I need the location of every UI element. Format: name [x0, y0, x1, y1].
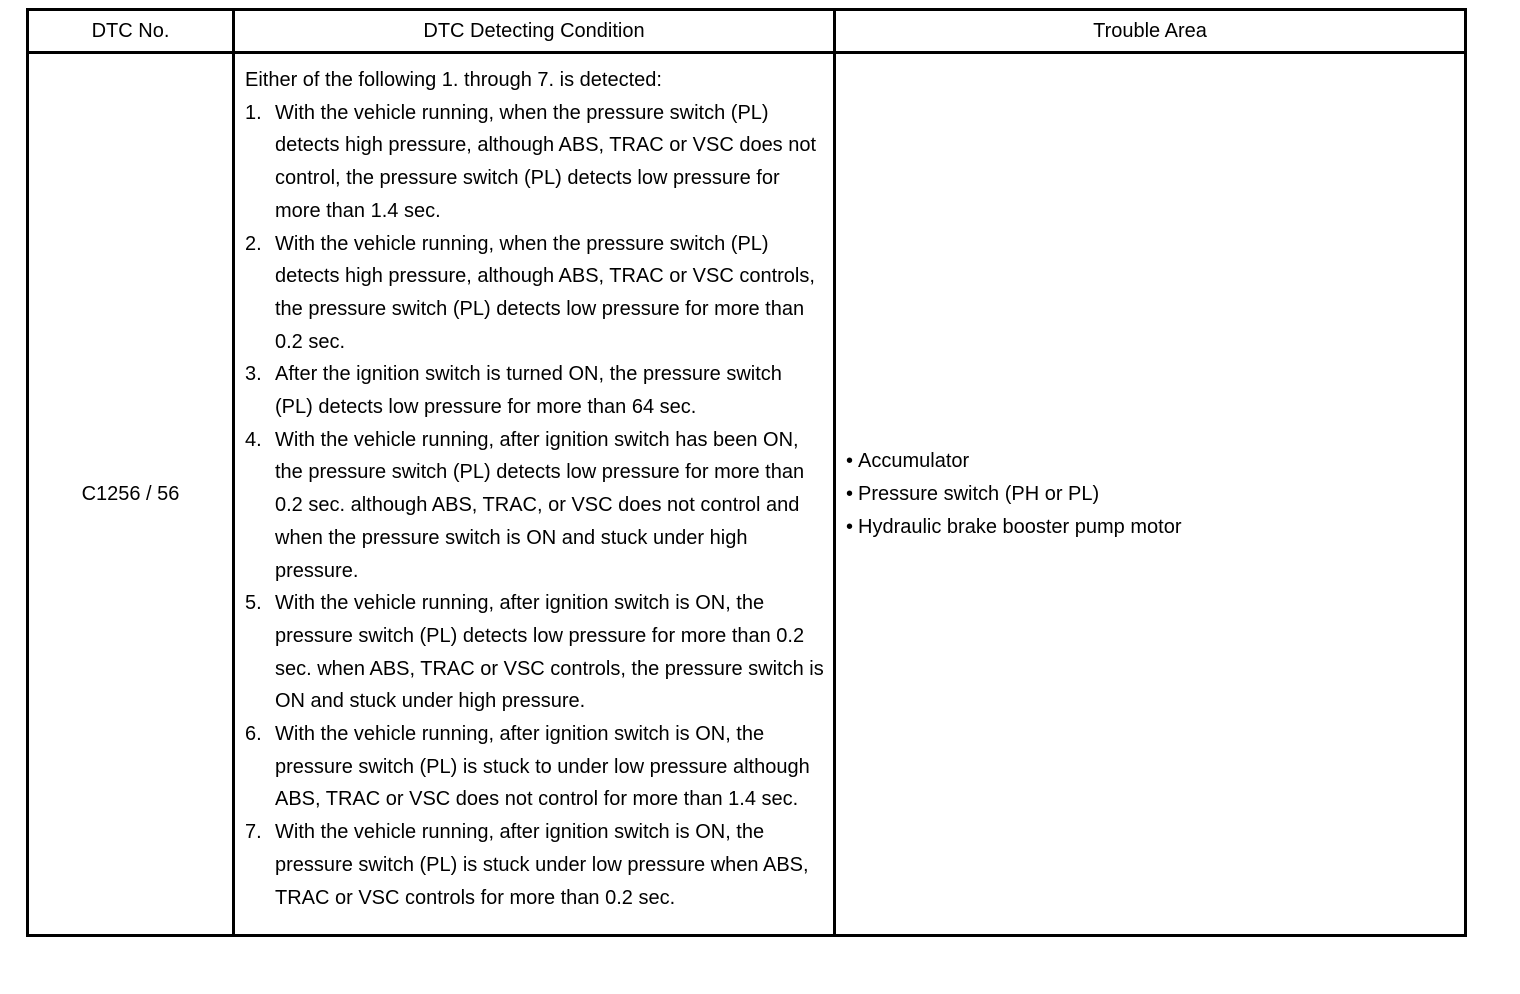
- trouble-area-text: Pressure switch (PH or PL): [858, 482, 1100, 505]
- trouble-area-cell: [835, 53, 1466, 936]
- condition-text: With the vehicle running, after ignition switch has been ON, the pressure switch (PL) detects low pressure for more than 0.2 sec. although ABS, TRAC, or VSC does not control and when the pressure switch is ON and stuck under high pressure.: [275, 428, 805, 582]
- condition-item: [245, 424, 825, 588]
- condition-item: [245, 228, 825, 359]
- condition-list: [245, 97, 825, 915]
- condition-item: [245, 97, 825, 228]
- condition-number: 6.: [245, 723, 262, 746]
- condition-item: [245, 718, 825, 816]
- trouble-area-item: [846, 445, 1464, 478]
- condition-item: [245, 358, 825, 423]
- trouble-area-list: [846, 445, 1464, 544]
- condition-text: With the vehicle running, after ignition switch is ON, the pressure switch (PL) is stuck to under low pressure although ABS, TRAC or VSC does not control for more than 1.4 sec.: [275, 723, 810, 811]
- table-row: [28, 53, 1466, 936]
- condition-item: [245, 816, 825, 914]
- trouble-area-item: [846, 478, 1464, 511]
- header-dtc-no: DTC No.: [28, 10, 234, 53]
- condition-number: 4.: [245, 428, 262, 451]
- bullet-icon: •: [846, 482, 854, 505]
- header-detecting-condition: DTC Detecting Condition: [234, 10, 835, 53]
- condition-text: With the vehicle running, after ignition switch is ON, the pressure switch (PL) detects low pressure for more than 0.2 sec. when ABS, TRAC or VSC controls, the pressure switch is ON and stuck under high pressure.: [275, 592, 824, 713]
- condition-text: With the vehicle running, when the pressure switch (PL) detects high pressure, although ABS, TRAC or VSC does not control, the pressure switch (PL) detects low pressure for more than 1.4 sec.: [275, 101, 817, 222]
- bullet-icon: •: [846, 449, 854, 472]
- condition-number: 7.: [245, 821, 262, 844]
- condition-text: With the vehicle running, when the pressure switch (PL) detects high pressure, although ABS, TRAC or VSC controls, the pressure switch (PL) detects low pressure for more than 0.2 sec.: [275, 232, 815, 353]
- header-row: [28, 10, 1466, 53]
- condition-number: 5.: [245, 592, 262, 615]
- condition-intro: Either of the following 1. through 7. is detected:: [245, 69, 662, 91]
- condition-item: [245, 587, 825, 718]
- condition-number: 3.: [245, 363, 262, 386]
- dtc-table: [26, 8, 1467, 937]
- trouble-area-text: Hydraulic brake booster pump motor: [858, 515, 1182, 538]
- trouble-area-item: [846, 511, 1464, 544]
- condition-text: With the vehicle running, after ignition switch is ON, the pressure switch (PL) is stuck under low pressure when ABS, TRAC or VSC controls for more than 0.2 sec.: [275, 821, 809, 909]
- trouble-area-text: Accumulator: [858, 449, 970, 472]
- condition-cell: [234, 53, 835, 936]
- dtc-code-cell: C1256 / 56: [28, 53, 234, 936]
- condition-number: 1.: [245, 101, 262, 124]
- condition-text: After the ignition switch is turned ON, the pressure switch (PL) detects low pressure for more than 64 sec.: [275, 363, 782, 419]
- bullet-icon: •: [846, 515, 854, 538]
- condition-number: 2.: [245, 232, 262, 255]
- header-trouble-area: Trouble Area: [835, 10, 1466, 53]
